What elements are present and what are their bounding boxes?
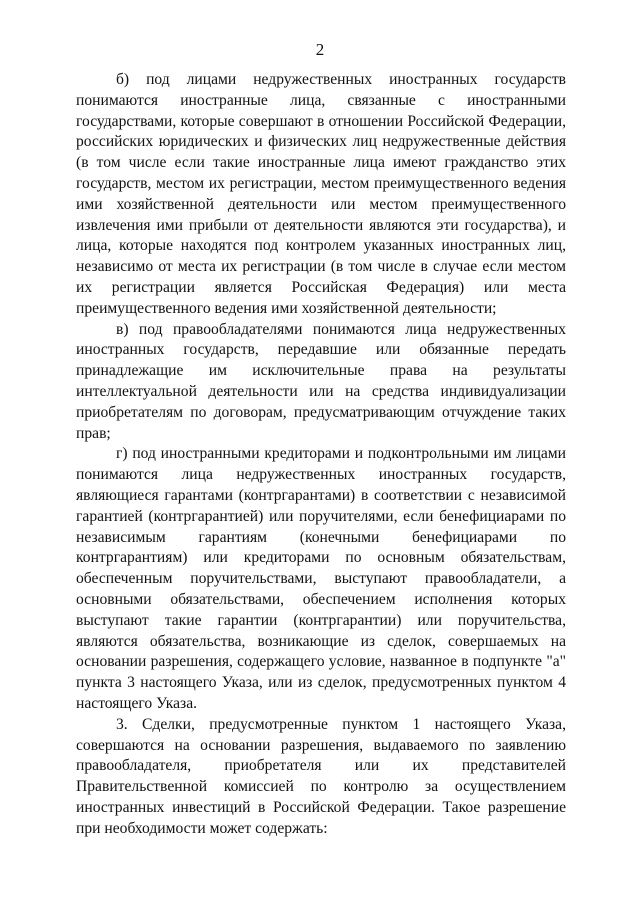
paragraph-b: б) под лицами недружественных иностранных государств понимаются иностранные лица, связанные с иностранными государствами, которые совершают в отношении Российской Федерации, российских юридических и физических лиц недружественные действия (в том числе если такие иностранные лица имеют гражданство этих государств, местом их регистрации, местом преимущественного ведения ими хозяйственной деятельности или местом преимущественного извлечения ими прибыли от деятельности являются эти государства), и лица, которые находятся под контролем указанных иностранных лиц, независимо от места их регистрации (в том числе в случае если местом их регистрации является Российская Федерация) или места преимущественного ведения ими хозяйственной деятельности; xyxy=(76,71,566,317)
paragraph-v: в) под правообладателями понимаются лица недружественных иностранных государств, передавшие или обязанные передать принадлежащие им исключительные права на результаты интеллектуальной деятельности или на средства индивидуализации приобретателям по договорам, предусматривающим отчуждение таких прав; xyxy=(76,320,566,442)
paragraph-3: 3. Сделки, предусмотренные пунктом 1 настоящего Указа, совершаются на основании разрешения, выдаваемого по заявлению правообладателя, приобретателя или их представителей Правительственной комиссией по контролю за осуществлением иностранных инвестиций в Российской Федерации. Такое разрешение при необходимости может содержать: xyxy=(76,715,566,837)
paragraph-g: г) под иностранными кредиторами и подконтрольными им лицами понимаются лица недружественных иностранных государств, являющиеся гарантами (контргарантами) в соответствии с независимой гарантией (контргарантией) или поручителями, если бенефициарами по независимым гарантиям (конечными бенефициарами по контргарантиям) или кредиторами по основным обязательствам, обеспеченным поручительствами, выступают правообладатели, а основными обязательствами, обеспечением исполнения которых выступают такие гарантии (контргарантии) или поручительства, являются обязательства, возникающие из сделок, совершаемых на основании разрешения, содержащего условие, названное в подпункте "а" пункта 3 настоящего Указа, или из сделок, предусмотренных пунктом 4 настоящего Указа. xyxy=(76,445,566,712)
document-body xyxy=(76,70,566,839)
page-number: 2 xyxy=(315,40,325,59)
